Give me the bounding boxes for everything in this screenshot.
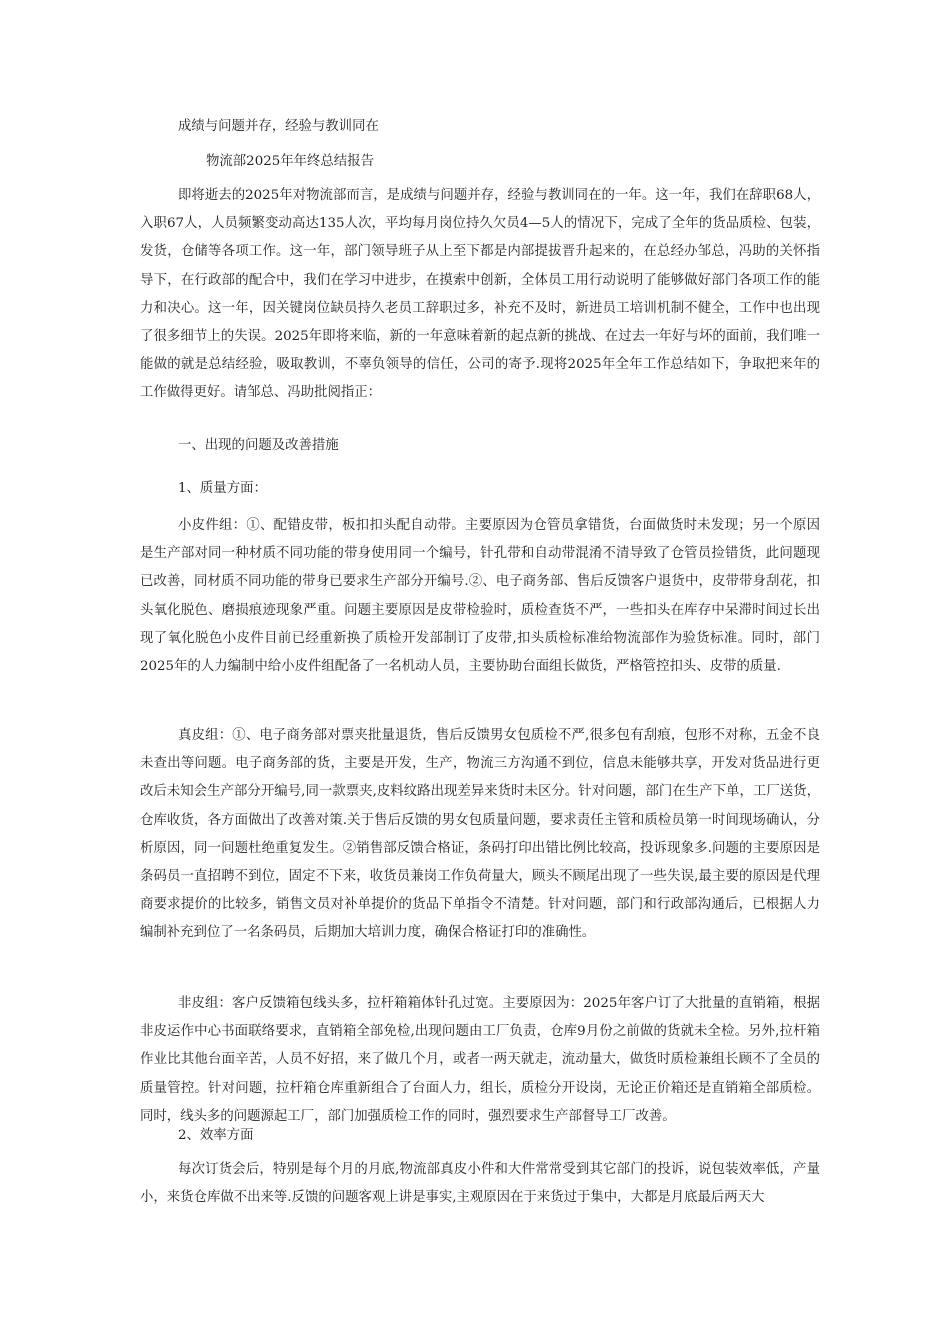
small-leather-paragraph: 小皮件组：①、配错皮带，板扣扣头配自动带。主要原因为仓管员拿错货，台面做货时未发现；另一个原因是生产部对同一种材质不同功能的带身使用同一个编号，针孔带和自动带混淆不清导致了仓管员捡错货，此问题现已改善，同材质不同功能的带身已要求生产部分开编号.②、电子商务部、售后反馈客户退货中，皮带带身刮花，扣头氧化脱色、磨损痕迹现象严重。问题主要原因是皮带检验时，质检查货不严，一些扣头在库存中呆滞时间过长出现了氧化脱色小皮件目前已经重新换了质检开发部制订了皮带,扣头质检标准给物流部作为验货标准。同时，部门2025年的人力编制中给小皮件组配备了一名机动人员，主要协助台面组长做货，严格管控扣头、皮带的质量.	[140, 518, 820, 675]
document-title: 物流部2025年年终总结报告	[206, 154, 374, 169]
genuine-leather-paragraph: 真皮组：①、电子商务部对票夹批量退货，售后反馈男女包质检不严,很多包有刮痕，包形不对称，五金不良未查出等问题。电子商务部的货，主要是开发，生产，物流三方沟通不到位，信息未能够共享，开发对货品进行更改后未知会生产部分开编号,同一款票夹,皮料纹路出现差异来货时未区分。针对问题，部门在生产下单，工厂送货，仓库收货，各方面做出了改善对策.关于售后反馈的男女包质量问题，要求责任主管和质检员第一时间现场确认，分析原因，同一问题杜绝重复发生。②销售部反馈合格证，条码打印出错比例比较高，投诉现象多.问题的主要原因是条码员一直招聘不到位，固定不下来，收货员兼岗工作负荷量大，顾头不顾尾出现了一些失误,最主要的原因是代理商要求提价的比较多，销售文员对补单提价的货品下单指令不清楚。针对问题，部门和行政部沟通后，已根据人力编制补充到位了一名条码员，后期加大培训力度，确保合格证打印的准确性。	[140, 728, 820, 941]
document-subtitle: 成绩与问题并存，经验与教训同在	[178, 119, 379, 134]
non-leather-paragraph: 非皮组：客户反馈箱包线头多，拉杆箱箱体针孔过宽。主要原因为：2025年客户订了大批量的直销箱，根据非皮运作中心书面联络要求，直销箱全部免检,出现问题由工厂负责，仓库9月份之前做的货就未全检。另外,拉杆箱作业比其他台面辛苦，人员不好招，来了做几个月，或者一两天就走，流动量大，做货时质检兼组长顾不了全员的质量管控。针对问题，拉杆箱仓库重新组合了台面人力，组长，质检分开设岗，无论正价箱还是直销箱全部质检。同时，线头多的问题源起工厂，部门加强质检工作的同时，强烈要求生产部督导工厂改善。	[140, 996, 820, 1124]
efficiency-paragraph: 每次订货会后，特别是每个月的月底,物流部真皮小件和大件常常受到其它部门的投诉，说包装效率低，产量小，来货仓库做不出来等.反馈的问题客观上讲是事实,主观原因在于来货过于集中，大都是月底最后两天大	[140, 1162, 820, 1206]
intro-paragraph: 即将逝去的2025年对物流部而言，是成绩与问题并存，经验与教训同在的一年。这一年，我们在辞职68人，入职67人，人员频繁变动高达135人次，平均每月岗位持久欠员4—5人的情况下，完成了全年的货品质检、包装，发货，仓储等各项工作。这一年，部门领导班子从上至下都是内部提拔晋升起来的，在总经办邹总，冯助的关怀指导下，在行政部的配合中，我们在学习中进步，在摸索中创新，全体员工用行动说明了能够做好部门各项工作的能力和决心。这一年，因关键岗位缺员持久老员工辞职过多，补充不及时，新进员工培训机制不健全，工作中也出现了很多细节上的失误。2025年即将来临，新的一年意味着新的起点新的挑战、在过去一年好与坏的面前，我们唯一能做的就是总结经验，吸取教训，不辜负领导的信任，公司的寄予.现将2025年全年工作总结如下，争取把来年的工作做得更好。请邹总、冯助批阅指正：	[140, 188, 820, 401]
subsection-efficiency-heading: 2、效率方面	[178, 1128, 254, 1143]
section-1-heading: 一、出现的问题及改善措施	[178, 438, 339, 453]
subsection-quality-heading: 1、质量方面：	[178, 481, 267, 496]
